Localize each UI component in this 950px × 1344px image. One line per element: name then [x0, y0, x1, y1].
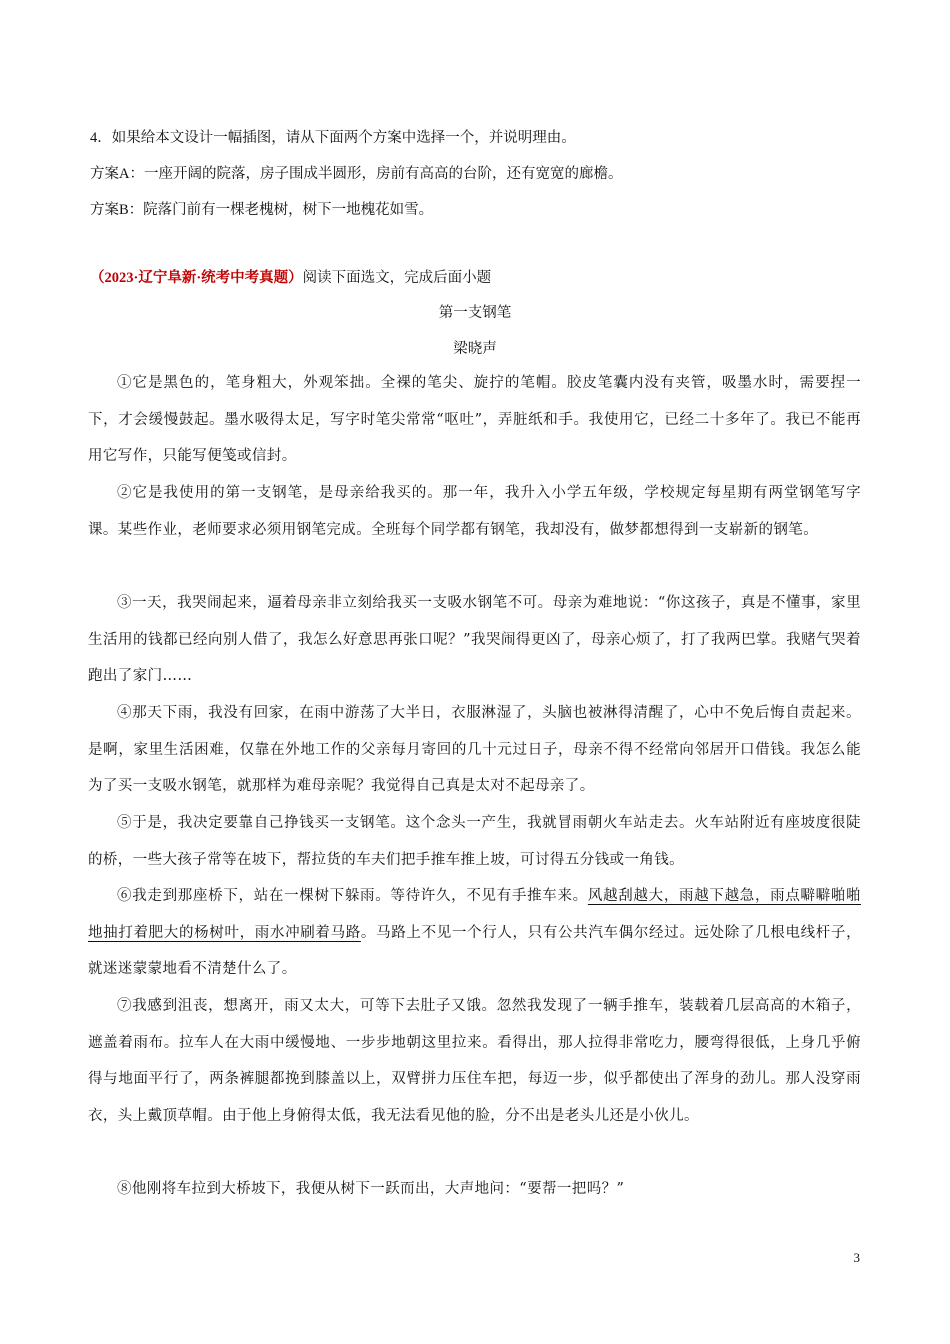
source-tag: （2023·辽宁阜新·统考中考真题） [90, 270, 303, 286]
paragraph-7: ⑦我感到沮丧，想离开，雨又太大，可等下去肚子又饿。忽然我发现了一辆手推车，装载着几层高高的木箱子，遮盖着雨布。拉车人在大雨中缓慢地、一步步地朝这里拉来。看得出，那人拉得非常吃力，腰弯得很低，上身几乎俯得与地面平行了，两条裤腿都挽到膝盖以上，双臂拼力压住车把，每迈一步，似乎都使出了浑身的劲儿。那人没穿雨衣，头上戴顶草帽。由于他上身俯得太低，我无法看见他的脸，分不出是老头儿还是小伙儿。 [88, 998, 861, 1124]
article-author: 梁晓声 [453, 341, 497, 357]
page-number: 3 [853, 1250, 860, 1265]
paragraph-6-end: 。马路上不见一个行人，只有公共汽车偶尔经过。远处除了几根电线杆子，就迷迷蒙蒙地看不清楚什么了。 [88, 924, 861, 978]
source-instruction: 阅读下面选文，完成后面小题 [302, 270, 492, 286]
plan-b: 方案B：院落门前有一棵老槐树，树下一地槐花如雪。 [90, 202, 434, 218]
paragraph-6-start: ⑥我走到那座桥下，站在一棵树下躲雨。等待许久，不见有手推车来。 [117, 888, 588, 904]
article-title: 第一支钢笔 [438, 305, 512, 321]
plan-a: 方案A：一座开阔的院落，房子围成半圆形，房前有高高的台阶，还有宽宽的廊檐。 [90, 166, 623, 182]
question-4: 4．如果给本文设计一幅插图，请从下面两个方案中选择一个，并说明理由。 [90, 130, 576, 146]
paragraph-8: ⑧他刚将车拉到大桥坡下，我便从树下一跃而出，大声地问：“要帮一把吗？” [117, 1181, 625, 1197]
paragraph-2: ②它是我使用的第一支钢笔，是母亲给我买的。那一年，我升入小学五年级，学校规定每星期有两堂钢笔写字课。某些作业，老师要求必须用钢笔完成。全班每个同学都有钢笔，我却没有，做梦都想得到一支崭新的钢笔。 [88, 485, 861, 538]
paragraph-5: ⑤于是，我决定要靠自己挣钱买一支钢笔。这个念头一产生，我就冒雨朝火车站走去。火车站附近有座坡度很陡的桥，一些大孩子常等在坡下，帮拉货的车夫们把手推车推上坡，可讨得五分钱或一角钱。 [88, 815, 861, 868]
paragraph-3: ③一天，我哭闹起来，逼着母亲非立刻给我买一支吸水钢笔不可。母亲为难地说：“你这孩子，真是不懂事，家里生活用的钱都已经向别人借了，我怎么好意思再张口呢？”我哭闹得更凶了，母亲心烦了，打了我两巴掌。我赌气哭着跑出了家门…… [88, 595, 861, 685]
paragraph-4: ④那天下雨，我没有回家，在雨中游荡了大半日，衣服淋湿了，头脑也被淋得清醒了，心中不免后悔自责起来。是啊，家里生活困难，仅靠在外地工作的父亲每月寄回的几十元过日子，母亲不得不经常向邻居开口借钱。我怎么能为了买一支吸水钢笔，就那样为难母亲呢？我觉得自己真是太对不起母亲了。 [88, 705, 861, 795]
source-line [90, 268, 491, 288]
paragraph-1: ①它是黑色的，笔身粗大，外观笨拙。全裸的笔尖、旋拧的笔帽。胶皮笔囊内没有夹管，吸墨水时，需要捏一下，才会缓慢鼓起。墨水吸得太足，写字时笔尖常常“呕吐”，弄脏纸和手。我使用它，已经二十多年了。我已不能再用它写作，只能写便笺或信封。 [88, 375, 861, 465]
paragraph-6 [88, 878, 861, 988]
underlined-sentence: 风越刮越大，雨越下越急，雨点噼噼啪啪地抽打着肥大的杨树叶，雨水冲刷着马路 [88, 888, 861, 941]
